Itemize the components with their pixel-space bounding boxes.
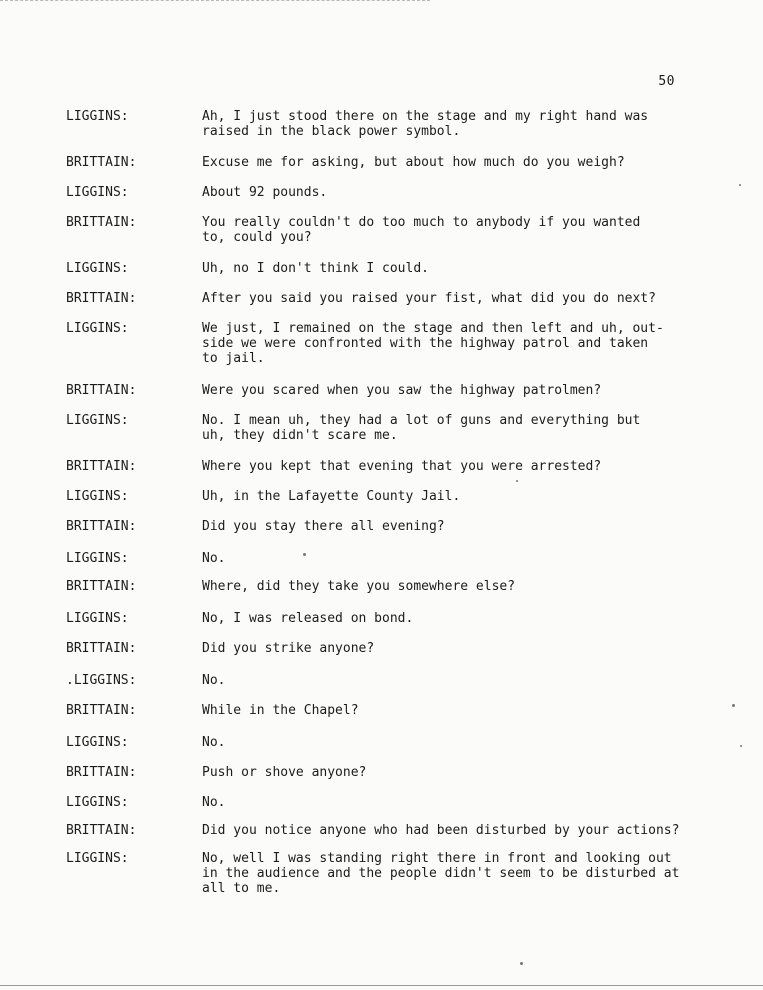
page-number: 50 [658, 74, 675, 89]
scan-speck [516, 480, 518, 482]
scan-speck [520, 962, 523, 965]
dialogue-line: No. [202, 735, 226, 750]
speaker-label: BRITTAIN: [66, 383, 137, 398]
speaker-label: LIGGINS: [66, 321, 129, 336]
dialogue-line: to jail. [202, 351, 265, 366]
dialogue-line: Did you notice anyone who had been disturbed by your actions? [202, 823, 680, 838]
dialogue-line: You really couldn't do too much to anybody if you wanted [202, 215, 641, 230]
dialogue-line: No. [202, 673, 226, 688]
speaker-label: LIGGINS: [66, 109, 129, 124]
dialogue-line: Did you strike anyone? [202, 641, 375, 656]
scan-speck [732, 704, 735, 707]
dialogue-line: Were you scared when you saw the highway patrolmen? [202, 383, 602, 398]
scan-speck [740, 745, 742, 747]
speaker-label: BRITTAIN: [66, 519, 137, 534]
speaker-label: LIGGINS: [66, 735, 129, 750]
dialogue-line: raised in the black power symbol. [202, 124, 461, 139]
dialogue-line: uh, they didn't scare me. [202, 428, 398, 443]
speaker-label: LIGGINS: [66, 185, 129, 200]
speaker-label: BRITTAIN: [66, 155, 137, 170]
speaker-label: LIGGINS: [66, 851, 129, 866]
dialogue-line: After you said you raised your fist, what did you do next? [202, 291, 656, 306]
dialogue-line: No, I was released on bond. [202, 611, 414, 626]
dialogue-line: Where you kept that evening that you were arrested? [202, 459, 602, 474]
dialogue-line: We just, I remained on the stage and then left and uh, out- [202, 321, 664, 336]
dialogue-line: all to me. [202, 881, 281, 896]
scan-speck [303, 553, 306, 556]
top-edge-border [0, 0, 430, 1]
speaker-label: BRITTAIN: [66, 703, 137, 718]
dialogue-line: side we were confronted with the highway patrol and taken [202, 336, 649, 351]
dialogue-line: Where, did they take you somewhere else? [202, 579, 516, 594]
speaker-label: BRITTAIN: [66, 579, 137, 594]
speaker-label: LIGGINS: [66, 413, 129, 428]
dialogue-line: Uh, no I don't think I could. [202, 261, 429, 276]
dialogue-line: Excuse me for asking, but about how much do you weigh? [202, 155, 625, 170]
speaker-label: LIGGINS: [66, 795, 129, 810]
scan-speck [739, 184, 741, 186]
speaker-label: LIGGINS: [66, 551, 129, 566]
dialogue-line: About 92 pounds. [202, 185, 328, 200]
dialogue-line: No. I mean uh, they had a lot of guns and everything but [202, 413, 641, 428]
dialogue-line: Uh, in the Lafayette County Jail. [202, 489, 461, 504]
speaker-label: BRITTAIN: [66, 823, 137, 838]
dialogue-line: Ah, I just stood there on the stage and my right hand was [202, 109, 649, 124]
speaker-label: BRITTAIN: [66, 291, 137, 306]
dialogue-line: in the audience and the people didn't seem to be disturbed at [202, 866, 680, 881]
bottom-edge-border [0, 985, 763, 986]
dialogue-line: While in the Chapel? [202, 703, 359, 718]
speaker-label: BRITTAIN: [66, 765, 137, 780]
speaker-label: BRITTAIN: [66, 215, 137, 230]
dialogue-line: Push or shove anyone? [202, 765, 367, 780]
speaker-label: LIGGINS: [66, 261, 129, 276]
speaker-label: BRITTAIN: [66, 459, 137, 474]
dialogue-line: No. [202, 795, 226, 810]
dialogue-line: to, could you? [202, 230, 312, 245]
speaker-label: .LIGGINS: [66, 673, 137, 688]
speaker-label: BRITTAIN: [66, 641, 137, 656]
speaker-label: LIGGINS: [66, 611, 129, 626]
dialogue-line: Did you stay there all evening? [202, 519, 445, 534]
dialogue-line: No. [202, 551, 226, 566]
speaker-label: LIGGINS: [66, 489, 129, 504]
dialogue-line: No, well I was standing right there in front and looking out [202, 851, 672, 866]
